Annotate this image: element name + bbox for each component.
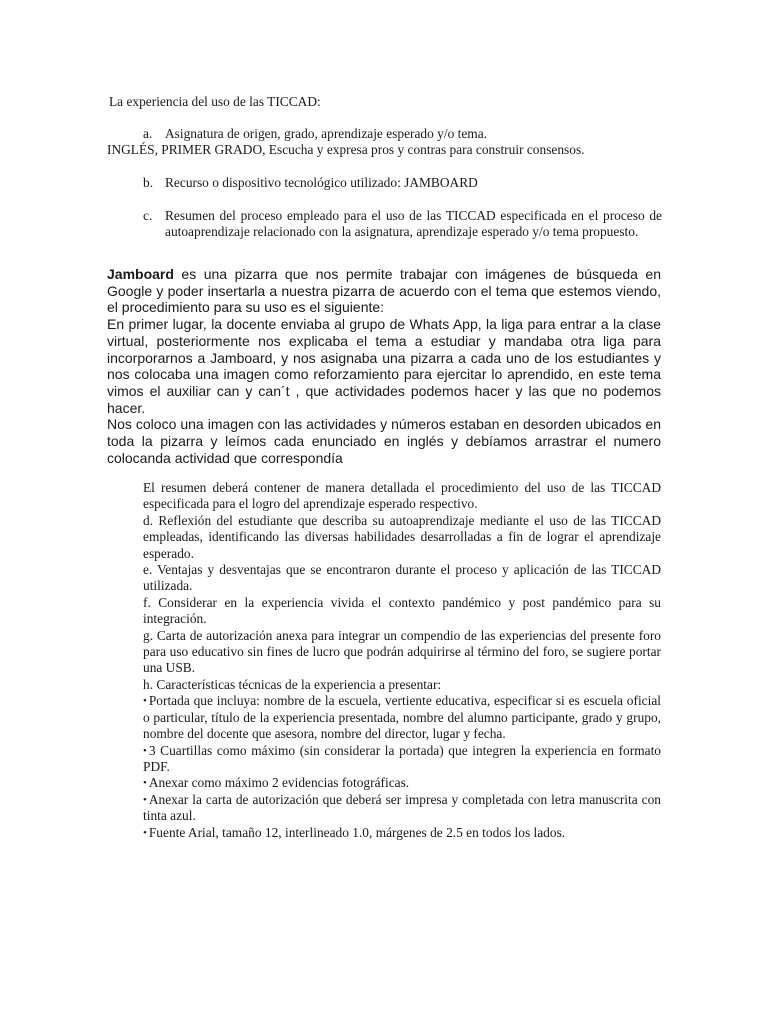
section-heading: La experiencia del uso de las TICCAD: — [109, 94, 321, 109]
instruction-g: g. Carta de autorización anexa para integrar un compendio de las experiencias del presente foro para uso educativo sin fines de lucro que podrán adquirirse al término del foro, se sugiere portar una USB. — [143, 627, 661, 676]
instructions-block — [143, 480, 661, 841]
bullet-text: Fuente Arial, tamaño 12, interlineado 1.0, márgenes de 2.5 en todos los lados. — [148, 824, 566, 840]
instruction-f: f. Considerar en la experiencia vivida el contexto pandémico y post pandémico para su integración. — [143, 594, 661, 627]
item-c-text: Resumen del proceso empleado para el uso de las TICCAD especificada en el proceso de autoaprendizaje relacionado con la asignatura, aprendizaje esperado y/o tema propuesto. — [165, 208, 662, 240]
jamboard-description — [107, 266, 661, 466]
summary-note: El resumen deberá contener de manera detallada el procedimiento del uso de las TICCAD especificada para el logro del aprendizaje esperado respectivo. — [143, 480, 661, 512]
instruction-d: d. Reflexión del estudiante que describa su autoaprendizaje mediante el uso de las TICCAD empleadas, identificando las diversas habilidades desarrolladas a fin de lograr el aprendizaje esperado. — [143, 512, 661, 561]
bullet-text: Portada que incluya: nombre de la escuela, vertiente educativa, especificar si es escuela oficial o particular, título de la experiencia presentada, nombre del alumno participante, grado y grupo, nombre del docente que asesora, nombre del director, lugar y fecha. — [143, 693, 661, 742]
bullet-icon: • — [143, 777, 147, 790]
bullet-item — [143, 792, 661, 825]
instruction-e: e. Ventajas y desventajas que se encontraron durante el proceso y aplicación de las TICCAD utilizada. — [143, 562, 661, 594]
item-b-letter: b. — [143, 175, 154, 190]
jamboard-paragraph-3: Nos coloco una imagen con las actividades y números estaban en desorden ubicados en toda la pizarra y leímos cada enunciado en inglés y debíamos arrastrar el numero colocanda actividad que correspondía — [107, 416, 661, 466]
jamboard-paragraph-1-text: es una pizarra que nos permite trabajar con imágenes de búsqueda en Google y poder insertarla a nuestra pizarra de acuerdo con el tema que estemos viendo, el procedimiento para su uso es el siguiente: — [107, 266, 661, 316]
item-a-letter: a. — [143, 126, 153, 141]
item-a-text: Asignatura de origen, grado, aprendizaje esperado y/o tema. — [165, 126, 487, 141]
item-b-text: Recurso o dispositivo tecnológico utilizado: JAMBOARD — [165, 175, 478, 190]
bullet-text: Anexar como máximo 2 evidencias fotográficas. — [148, 775, 410, 791]
instruction-h: h. Características técnicas de la experiencia a presentar: — [143, 676, 442, 692]
jamboard-paragraph-1 — [107, 266, 661, 316]
item-a-answer: INGLÉS, PRIMER GRADO, Escucha y expresa pros y contras para construir consensos. — [107, 142, 585, 157]
bullet-icon: • — [143, 744, 147, 757]
bullet-item — [143, 743, 661, 776]
bullet-item — [143, 693, 661, 742]
bullet-icon: • — [143, 695, 147, 708]
bullet-text: 3 Cuartillas como máximo (sin considerar la portada) que integren la experiencia en formato PDF. — [143, 742, 661, 774]
bullet-text: Anexar la carta de autorización que deberá ser impresa y completada con letra manuscrita con tinta azul. — [143, 791, 661, 824]
bullet-icon: • — [143, 793, 147, 806]
bullet-item — [143, 825, 661, 841]
bullet-icon: • — [143, 826, 147, 839]
item-c-letter: c. — [143, 208, 153, 223]
jamboard-paragraph-2: En primer lugar, la docente enviaba al grupo de Whats App, la liga para entrar a la clase virtual, posteriormente nos explicaba el tema a estudiar y mandaba otra liga para incorporarnos a Jamboard, y nos asignaba una pizarra a cada uno de los estudiantes y nos colocaba una imagen como reforzamiento para ejercitar lo aprendido, en este tema vimos el auxiliar can y can´t , que actividades podemos hacer y las que no podemos hacer. — [107, 316, 661, 416]
bullet-item — [143, 775, 661, 791]
jamboard-term: Jamboard — [107, 266, 174, 282]
